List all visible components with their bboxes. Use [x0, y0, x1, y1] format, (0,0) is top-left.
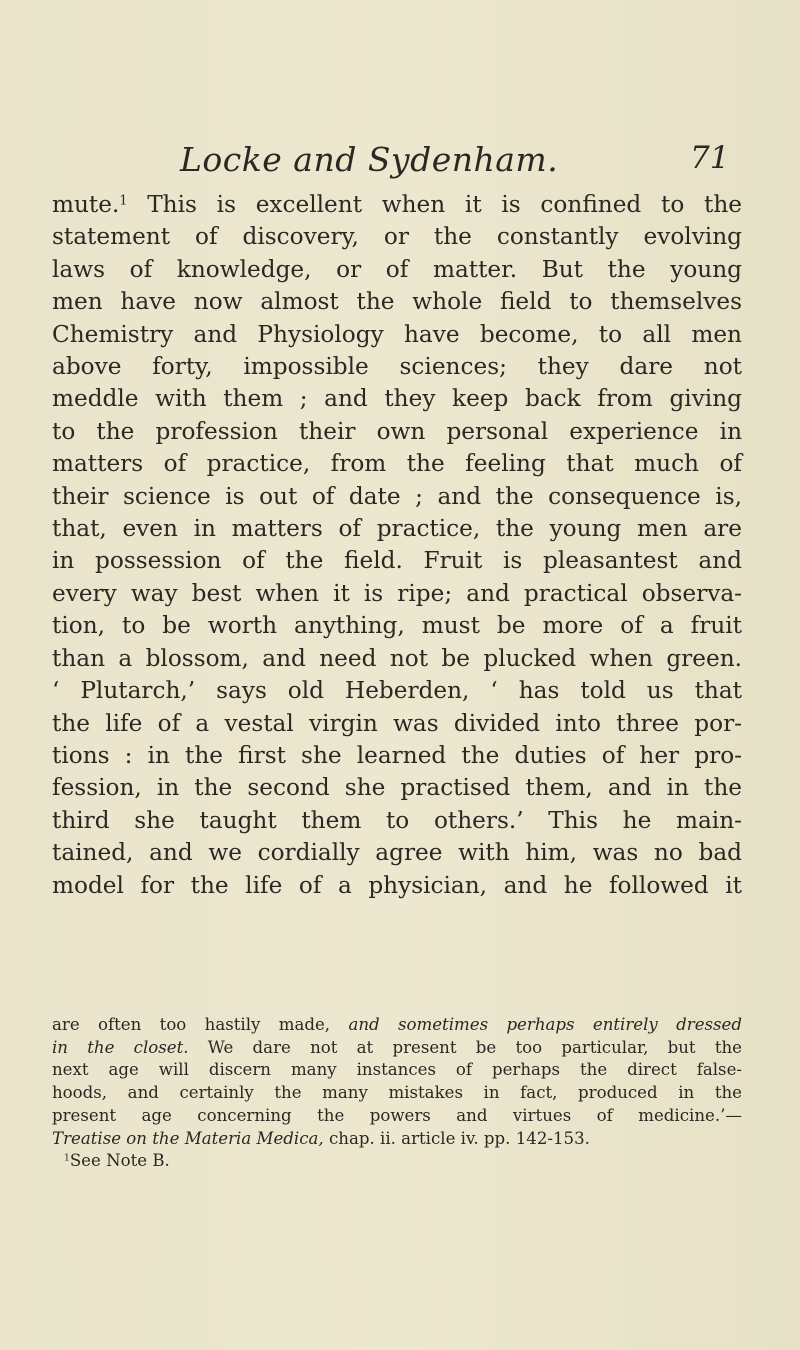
- body-line: to the profession their own personal experience in: [52, 417, 742, 445]
- footnote-line: [52, 1128, 742, 1151]
- footnote-italic-span: in the closet.: [52, 1037, 189, 1057]
- body-line: laws of knowledge, or of matter. But the young: [52, 255, 742, 283]
- body-line: Chemistry and Physiology have become, to all men: [52, 320, 742, 348]
- running-title: Locke and Sydenham.: [180, 140, 559, 179]
- footnote-text-span: We dare not at present be too particular, but the: [188, 1037, 743, 1057]
- body-text-span: This is excellent when it is confined to the: [127, 191, 742, 218]
- footnote-marker: 1: [119, 193, 128, 209]
- body-line: the life of a vestal virgin was divided into three por-: [52, 709, 742, 737]
- body-line: meddle with them ; and they keep back from giving: [52, 385, 742, 413]
- body-line: their science is out of date ; and the consequence is,: [52, 482, 742, 510]
- footnote-marker: 1: [64, 1153, 70, 1164]
- body-line: matters of practice, from the feeling that much of: [52, 450, 742, 478]
- body-text-span: mute.: [52, 191, 120, 218]
- body-line: above forty, impossible sciences; they dare not: [52, 353, 742, 381]
- body-line: than a blossom, and need not be plucked when green.: [52, 644, 742, 672]
- footnote-text-span: chap. ii. article iv. pp. 142-153.: [323, 1128, 590, 1148]
- footnote-line: [52, 1014, 742, 1037]
- footnote-line: next age will discern many instances of perhaps the direct false-: [52, 1060, 742, 1080]
- body-line: tion, to be worth anything, must be more of a fruit: [52, 612, 742, 640]
- body-line: in possession of the field. Fruit is pleasantest and: [52, 547, 742, 575]
- body-line: fession, in the second she practised them, and in the: [52, 774, 742, 802]
- footnote-line: present age concerning the powers and virtues of medicine.’—: [52, 1105, 742, 1125]
- body-line: [52, 189, 742, 221]
- body-line: tions : in the first she learned the duties of her pro-: [52, 741, 742, 769]
- body-line: model for the life of a physician, and he followed it: [52, 871, 742, 899]
- body-line: tained, and we cordially agree with him, was no bad: [52, 839, 742, 867]
- footnotes: [52, 1014, 742, 1173]
- body-line: statement of discovery, or the constantly evolving: [52, 223, 742, 251]
- body-line: third she taught them to others.’ This he main-: [52, 806, 742, 834]
- page-header: [0, 140, 800, 190]
- footnote-line: [52, 1037, 742, 1060]
- footnote-text-span: are often too hastily made,: [52, 1015, 349, 1034]
- body-line: that, even in matters of practice, the young men are: [52, 515, 742, 543]
- footnote-italic-span: and sometimes perhaps entirely dressed: [348, 1015, 742, 1034]
- footnote-line: hoods, and certainly the many mistakes in fact, produced in the: [52, 1083, 742, 1103]
- body-text: [52, 189, 742, 902]
- footnote-note-text: See Note B.: [69, 1151, 170, 1171]
- body-line: ‘ Plutarch,’ says old Heberden, ‘ has told us that: [52, 677, 742, 705]
- page-number: 71: [690, 140, 730, 176]
- footnote-italic-span: Treatise on the Materia Medica,: [52, 1128, 324, 1148]
- body-line: men have now almost the whole field to themselves: [52, 288, 742, 316]
- body-line: every way best when it is ripe; and practical observa-: [52, 579, 742, 607]
- footnote-note: [52, 1150, 742, 1173]
